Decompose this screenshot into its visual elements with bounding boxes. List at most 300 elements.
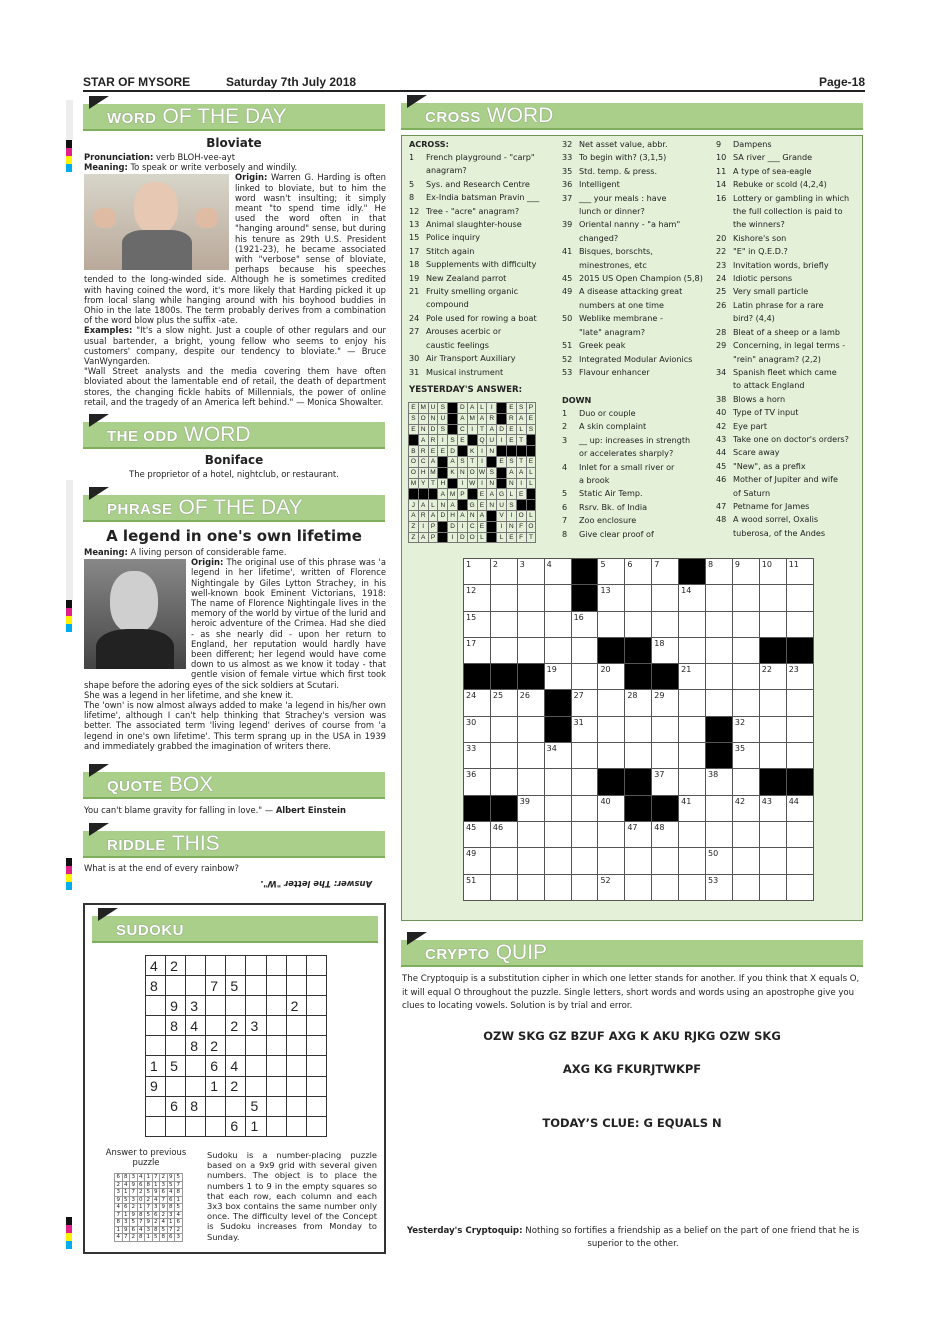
grid-cell: A bbox=[516, 413, 526, 424]
grid-cell: 7 bbox=[131, 1189, 135, 1196]
clue-item: 5 Sys. and Research Centre bbox=[409, 178, 530, 189]
grid-cell bbox=[186, 956, 206, 976]
grid-cell: 8 bbox=[706, 559, 733, 585]
grid-cell bbox=[490, 769, 517, 795]
grid-cell: 43 bbox=[759, 795, 786, 821]
grid-cell: E bbox=[477, 500, 487, 511]
grid-cell: 2 bbox=[166, 956, 186, 976]
grid-cell: L bbox=[497, 532, 507, 543]
grid-cell: E bbox=[506, 403, 516, 414]
grid-cell: 7 bbox=[169, 1226, 173, 1233]
grid-cell: P bbox=[457, 489, 467, 500]
grid-cell: T bbox=[516, 435, 526, 446]
grid-cell bbox=[226, 1096, 246, 1116]
grid-cell bbox=[418, 489, 428, 500]
grid-cell: Y bbox=[418, 478, 428, 489]
grid-cell: 5 bbox=[176, 1204, 180, 1211]
grid-cell: E bbox=[409, 424, 419, 435]
grid-cell: 41 bbox=[679, 795, 706, 821]
grid-cell: 8 bbox=[146, 976, 166, 996]
cmyk-mark bbox=[66, 140, 72, 172]
grid-cell bbox=[598, 821, 625, 847]
grid-cell: 1 bbox=[116, 1226, 120, 1233]
grid-cell: 8 bbox=[166, 1016, 186, 1036]
clue-item: 34 Spanish fleet which came bbox=[716, 366, 837, 377]
clue-item: 14 Rebuke or scold (4,2,4) bbox=[716, 179, 827, 190]
grid-cell: E bbox=[428, 446, 438, 457]
grid-cell: T bbox=[428, 478, 438, 489]
clue-item: 17 Stitch again bbox=[409, 245, 475, 256]
clue-item: 33 To begin with? (3,1,5) bbox=[562, 152, 667, 163]
grid-cell bbox=[166, 1076, 186, 1096]
grid-cell: G bbox=[467, 500, 477, 511]
grid-cell: 4 bbox=[154, 1196, 158, 1203]
grid-cell: 5 bbox=[598, 559, 625, 585]
grid-cell bbox=[679, 690, 706, 716]
grid-cell bbox=[428, 489, 438, 500]
grid-cell bbox=[409, 435, 419, 446]
grid-cell bbox=[448, 424, 458, 435]
clue-item: 30 Air Transport Auxiliary bbox=[409, 353, 516, 364]
grid-cell: Z bbox=[409, 521, 419, 532]
grid-cell: A bbox=[467, 403, 477, 414]
grid-cell bbox=[786, 848, 813, 874]
grid-cell: 10 bbox=[759, 559, 786, 585]
grid-cell: 1 bbox=[124, 1211, 128, 1218]
grid-cell: L bbox=[477, 403, 487, 414]
grid-cell: L bbox=[526, 510, 536, 521]
grid-cell bbox=[625, 848, 652, 874]
grid-cell: 45 bbox=[464, 821, 491, 847]
grid-cell bbox=[266, 1056, 286, 1076]
grid-cell: E bbox=[516, 489, 526, 500]
yesterday-label: YESTERDAY'S ANSWER: bbox=[409, 385, 523, 395]
clue-item: 13 Animal slaughter-house bbox=[409, 219, 522, 230]
grid-cell bbox=[706, 585, 733, 611]
grid-cell: D bbox=[497, 424, 507, 435]
grid-cell bbox=[490, 664, 517, 690]
grid-cell bbox=[759, 690, 786, 716]
grid-cell bbox=[732, 664, 759, 690]
grid-cell: I bbox=[516, 478, 526, 489]
grid-cell bbox=[306, 956, 326, 976]
grid-cell bbox=[490, 848, 517, 874]
grid-cell: 8 bbox=[161, 1234, 165, 1241]
clue-item: minestrones, etc bbox=[579, 259, 647, 270]
grid-cell bbox=[448, 413, 458, 424]
phrase-body: Meaning: A living person of considerable fame. Origin: The original use of this phrase was 'a legend in her lifetime', written of Florence Nightingale by Giles Lytton Strachey, in his well-known book Eminent Victorians, 1918: The name of Florence Nightingale lives in the memory of the world by virtue of the lurid and heroic adventure of the Crimea. Had she died - as she nearly did - upon her return to England, her reputation would hardly have been different; her legend would have come down to us almost as we know it today - that gentle vision of female virtue which first took shape before the adoring eyes of the sick soldiers at Scutari. She was a legend in her lifetime, and she knew it. The 'own' is now almost always added to make 'a legend in his/her own lifetime', although I can't help thinking that Strachey's version was better. The associated term 'living legend' derives of course from 'a legend in one's own lifetime'. This term sprang up in the USA in 1939 and immediately grabbed the imagination of writers there. bbox=[84, 547, 386, 751]
grid-cell: T bbox=[467, 456, 477, 467]
grid-cell bbox=[146, 1116, 166, 1136]
grid-cell bbox=[625, 637, 652, 663]
grid-cell bbox=[266, 1016, 286, 1036]
grid-cell: E bbox=[506, 435, 516, 446]
grid-cell: Q bbox=[477, 435, 487, 446]
grid-cell: Z bbox=[409, 532, 419, 543]
grid-cell: I bbox=[457, 478, 467, 489]
grid-cell bbox=[490, 716, 517, 742]
grid-cell bbox=[571, 559, 598, 585]
grid-cell: 15 bbox=[464, 611, 491, 637]
clue-item: 22 "E" in Q.E.D.? bbox=[716, 246, 788, 257]
grid-cell bbox=[517, 611, 544, 637]
grid-cell: 31 bbox=[571, 716, 598, 742]
grid-cell: 8 bbox=[169, 1204, 173, 1211]
grid-cell: 28 bbox=[625, 690, 652, 716]
clue-item: the full collection is paid to bbox=[733, 206, 843, 217]
grid-cell: 5 bbox=[176, 1174, 180, 1181]
cmyk-mark bbox=[66, 1217, 72, 1249]
riddle-band: RIDDLE THIS bbox=[83, 831, 385, 858]
grid-cell: 7 bbox=[154, 1174, 158, 1181]
masthead bbox=[83, 74, 865, 92]
grid-cell: 5 bbox=[124, 1196, 128, 1203]
grid-cell bbox=[266, 976, 286, 996]
grid-cell: 2 bbox=[286, 996, 306, 1016]
grid-cell: N bbox=[506, 478, 516, 489]
grid-cell bbox=[516, 500, 526, 511]
grid-cell bbox=[544, 821, 571, 847]
grid-cell: V bbox=[497, 510, 507, 521]
grid-cell: A bbox=[477, 510, 487, 521]
grid-cell: U bbox=[497, 500, 507, 511]
grid-cell bbox=[497, 413, 507, 424]
grid-cell bbox=[571, 743, 598, 769]
grid-cell: 23 bbox=[786, 664, 813, 690]
clue-item: "late" anagram? bbox=[579, 326, 646, 337]
down-clues-col3 bbox=[716, 138, 849, 540]
cryptoquip-line1: OZW SKG GZ BZUF AXG K AKU RJKG OZW SKG bbox=[483, 1029, 781, 1043]
grid-cell bbox=[679, 848, 706, 874]
grid-cell bbox=[598, 743, 625, 769]
clue-item: 21 Fruity smelling organic bbox=[409, 286, 519, 297]
grid-cell bbox=[286, 956, 306, 976]
grid-cell bbox=[598, 769, 625, 795]
grid-cell: N bbox=[457, 467, 467, 478]
grid-cell bbox=[306, 1076, 326, 1096]
clue-item: 43 Take one on doctor's orders? bbox=[716, 433, 849, 444]
grid-cell bbox=[544, 585, 571, 611]
grid-cell bbox=[759, 716, 786, 742]
grid-cell: C bbox=[457, 424, 467, 435]
clue-item: 50 Weblike membrane - bbox=[562, 313, 663, 324]
grid-cell: 8 bbox=[176, 1189, 180, 1196]
grid-cell: I bbox=[477, 478, 487, 489]
clue-item: bird? (4,4) bbox=[733, 313, 775, 324]
grid-cell: 6 bbox=[176, 1219, 180, 1226]
grid-cell bbox=[598, 637, 625, 663]
grid-cell bbox=[246, 1056, 266, 1076]
grid-cell: 7 bbox=[124, 1234, 128, 1241]
grid-cell: R bbox=[506, 413, 516, 424]
grid-cell: 2 bbox=[154, 1219, 158, 1226]
clue-item: 44 Scare away bbox=[716, 447, 780, 458]
grid-cell: 8 bbox=[154, 1226, 158, 1233]
grid-cell: G bbox=[497, 489, 507, 500]
grid-cell bbox=[732, 637, 759, 663]
grid-cell: 7 bbox=[652, 559, 679, 585]
grid-cell bbox=[571, 874, 598, 900]
sudoku-previous-answer bbox=[114, 1173, 183, 1242]
clue-item: 4 Inlet for a small river or bbox=[562, 461, 675, 472]
grid-cell: 3 bbox=[124, 1219, 128, 1226]
grid-cell: F bbox=[516, 521, 526, 532]
grid-cell bbox=[732, 769, 759, 795]
clue-item: 45 2015 US Open Champion (5,8) bbox=[562, 273, 703, 284]
cryptoquip-yesterday: Yesterday's Cryptoquip: Nothing so fortifies a friendship as a belief on the part of one friend that he is superior to the other. bbox=[406, 1226, 860, 1249]
clue-item: 23 Invitation words, briefly bbox=[716, 259, 829, 270]
grid-cell: T bbox=[516, 456, 526, 467]
grid-cell: 4 bbox=[139, 1226, 143, 1233]
grid-cell: A bbox=[418, 435, 428, 446]
grid-cell bbox=[457, 500, 467, 511]
grid-cell: E bbox=[506, 424, 516, 435]
grid-cell: S bbox=[487, 467, 497, 478]
clue-item: 16 Lottery or gambling in which bbox=[716, 192, 850, 203]
grid-cell: 8 bbox=[186, 1036, 206, 1056]
grid-cell: 6 bbox=[131, 1226, 135, 1233]
grid-cell: 9 bbox=[124, 1226, 128, 1233]
grid-cell: 9 bbox=[131, 1211, 135, 1218]
grid-cell bbox=[679, 611, 706, 637]
grid-cell: 2 bbox=[226, 1016, 246, 1036]
grid-cell bbox=[206, 1096, 226, 1116]
grid-cell: A bbox=[428, 456, 438, 467]
clue-item: tuberosa, of the Andes bbox=[733, 527, 826, 538]
grid-cell: N bbox=[487, 500, 497, 511]
grid-cell: E bbox=[409, 403, 419, 414]
grid-cell bbox=[571, 769, 598, 795]
grid-cell: 40 bbox=[598, 795, 625, 821]
grid-cell: N bbox=[438, 500, 448, 511]
sudoku-grid bbox=[145, 955, 327, 1137]
grid-cell: 5 bbox=[166, 1056, 186, 1076]
grid-cell: 8 bbox=[139, 1211, 143, 1218]
grid-cell: 6 bbox=[116, 1174, 120, 1181]
grid-cell: 9 bbox=[131, 1181, 135, 1188]
grid-cell bbox=[759, 874, 786, 900]
grid-cell bbox=[786, 769, 813, 795]
grid-cell: 3 bbox=[176, 1234, 180, 1241]
grid-cell bbox=[266, 1096, 286, 1116]
grid-cell: 4 bbox=[139, 1174, 143, 1181]
grid-cell bbox=[517, 769, 544, 795]
grid-cell: 6 bbox=[154, 1211, 158, 1218]
grid-cell bbox=[544, 795, 571, 821]
grid-cell: H bbox=[438, 478, 448, 489]
grid-cell: 34 bbox=[544, 743, 571, 769]
grid-cell bbox=[186, 1076, 206, 1096]
grid-cell: D bbox=[448, 446, 458, 457]
grid-cell bbox=[206, 1016, 226, 1036]
grid-cell: 18 bbox=[652, 637, 679, 663]
grid-cell bbox=[266, 1116, 286, 1136]
grid-cell bbox=[438, 467, 448, 478]
grid-cell: 8 bbox=[116, 1219, 120, 1226]
grid-cell bbox=[526, 500, 536, 511]
grid-cell: S bbox=[448, 435, 458, 446]
clue-item: 27 Arouses acerbic or bbox=[409, 326, 502, 337]
grid-cell bbox=[246, 956, 266, 976]
grid-cell: S bbox=[526, 424, 536, 435]
grid-cell bbox=[625, 716, 652, 742]
clue-item: 37 ___ your meals : have bbox=[562, 192, 667, 203]
grid-cell bbox=[571, 795, 598, 821]
grid-cell: 7 bbox=[161, 1196, 165, 1203]
grid-cell bbox=[571, 585, 598, 611]
grid-cell: 2 bbox=[116, 1181, 120, 1188]
grid-cell: M bbox=[467, 413, 477, 424]
riddle-answer: Answer: The letter "W". bbox=[260, 879, 372, 889]
grid-cell: T bbox=[526, 532, 536, 543]
odd-word-def: The proprietor of a hotel, nightclub, or restaurant. bbox=[129, 469, 339, 479]
grid-cell: 9 bbox=[146, 1076, 166, 1096]
grid-cell: N bbox=[506, 521, 516, 532]
grid-cell: D bbox=[457, 532, 467, 543]
grid-cell: 44 bbox=[786, 795, 813, 821]
grid-cell: U bbox=[487, 435, 497, 446]
grid-cell: 20 bbox=[598, 664, 625, 690]
clue-item: 52 Integrated Modular Avionics bbox=[562, 353, 693, 364]
grid-cell: D bbox=[428, 424, 438, 435]
evil-character-photo bbox=[84, 174, 229, 270]
grid-cell bbox=[448, 478, 458, 489]
clue-item: 12 Tree - "acre" anagram? bbox=[409, 205, 520, 216]
grid-cell bbox=[166, 1036, 186, 1056]
grid-cell: 1 bbox=[169, 1219, 173, 1226]
grid-cell bbox=[759, 769, 786, 795]
grid-cell: O bbox=[409, 467, 419, 478]
grid-cell: 2 bbox=[139, 1189, 143, 1196]
grid-cell: 5 bbox=[131, 1219, 135, 1226]
clue-item: numbers at one time bbox=[579, 299, 665, 310]
grid-cell bbox=[598, 611, 625, 637]
grid-cell: A bbox=[418, 500, 428, 511]
grid-cell: A bbox=[506, 467, 516, 478]
quote-text: You can't blame gravity for falling in love." — Albert Einstein bbox=[84, 805, 346, 815]
grid-cell bbox=[652, 664, 679, 690]
grid-cell bbox=[306, 1056, 326, 1076]
grid-cell: I bbox=[506, 510, 516, 521]
grid-cell: 30 bbox=[464, 716, 491, 742]
clue-item: 46 Mother of Jupiter and wife bbox=[716, 474, 838, 485]
grid-cell bbox=[759, 585, 786, 611]
grid-cell bbox=[286, 1116, 306, 1136]
grid-cell: L bbox=[428, 500, 438, 511]
grid-cell: 4 bbox=[544, 559, 571, 585]
grid-cell: 2 bbox=[176, 1226, 180, 1233]
grid-cell bbox=[679, 874, 706, 900]
grid-cell: A bbox=[428, 510, 438, 521]
grid-cell bbox=[490, 637, 517, 663]
grid-cell: 6 bbox=[169, 1234, 173, 1241]
grid-cell: 13 bbox=[598, 585, 625, 611]
grid-cell bbox=[487, 521, 497, 532]
grid-cell bbox=[306, 1096, 326, 1116]
clue-item: 25 Very small particle bbox=[716, 286, 809, 297]
clue-item: 3 __ up: increases in strength bbox=[562, 434, 691, 445]
grid-cell: I bbox=[457, 521, 467, 532]
clue-item: 24 Pole used for rowing a boat bbox=[409, 312, 537, 323]
sudoku-band: SUDOKU bbox=[92, 916, 378, 943]
grid-cell: E bbox=[438, 446, 448, 457]
grid-cell: 36 bbox=[464, 769, 491, 795]
grid-cell: A bbox=[448, 500, 458, 511]
odd-word-title: Boniface bbox=[204, 453, 264, 467]
grid-cell bbox=[625, 743, 652, 769]
grid-cell: 22 bbox=[759, 664, 786, 690]
grid-cell: 7 bbox=[176, 1181, 180, 1188]
grid-cell: J bbox=[409, 500, 419, 511]
word-of-day-band: WORD OF THE DAY bbox=[83, 104, 385, 131]
phrase-band: PHRASE OF THE DAY bbox=[83, 495, 385, 522]
grid-cell: R bbox=[418, 510, 428, 521]
grid-cell: A bbox=[487, 489, 497, 500]
grid-cell bbox=[246, 1036, 266, 1056]
grid-cell bbox=[448, 403, 458, 414]
clue-item: 39 Oriental nanny - "a ham" bbox=[562, 219, 681, 230]
grid-cell bbox=[679, 743, 706, 769]
clue-item: 20 Kishore's son bbox=[716, 232, 787, 243]
grid-cell: I bbox=[487, 403, 497, 414]
quote-band: QUOTE BOX bbox=[83, 772, 385, 799]
grid-cell: A bbox=[409, 510, 419, 521]
grid-cell: 27 bbox=[571, 690, 598, 716]
grid-cell: O bbox=[467, 532, 477, 543]
grid-cell: F bbox=[516, 532, 526, 543]
clue-item: 8 Ex-India batsman Pravin ___ bbox=[409, 192, 540, 203]
clue-item: 42 Eye part bbox=[716, 420, 768, 431]
grid-cell bbox=[186, 976, 206, 996]
grid-cell: B bbox=[409, 446, 419, 457]
florence-nightingale-photo bbox=[84, 559, 186, 669]
grid-cell: N bbox=[487, 478, 497, 489]
grid-cell: 4 bbox=[186, 1016, 206, 1036]
grid-cell bbox=[679, 559, 706, 585]
grid-cell: A bbox=[448, 456, 458, 467]
grid-cell bbox=[490, 585, 517, 611]
grid-cell: 53 bbox=[706, 874, 733, 900]
grid-cell: W bbox=[478, 469, 486, 477]
grid-cell: U bbox=[438, 413, 448, 424]
clue-item: caustic feelings bbox=[426, 339, 489, 350]
grid-cell: 1 bbox=[139, 1204, 143, 1211]
grid-cell bbox=[544, 874, 571, 900]
grid-cell: 33 bbox=[464, 743, 491, 769]
grid-cell bbox=[467, 435, 477, 446]
grid-cell: 39 bbox=[517, 795, 544, 821]
grid-cell bbox=[146, 1016, 166, 1036]
clue-item: 1 French playground - "carp" bbox=[409, 152, 535, 162]
grid-cell: 17 bbox=[464, 637, 491, 663]
grid-cell: 52 bbox=[598, 874, 625, 900]
grid-cell bbox=[732, 585, 759, 611]
grid-cell bbox=[286, 1016, 306, 1036]
grid-cell bbox=[706, 743, 733, 769]
grid-cell: 25 bbox=[490, 690, 517, 716]
grid-cell: 5 bbox=[169, 1181, 173, 1188]
grid-cell: A bbox=[457, 413, 467, 424]
across-clues-col1 bbox=[409, 151, 539, 379]
grid-cell: P bbox=[526, 403, 536, 414]
grid-cell bbox=[306, 1016, 326, 1036]
grid-cell: 1 bbox=[246, 1116, 266, 1136]
grid-cell bbox=[571, 848, 598, 874]
grid-cell: N bbox=[418, 424, 428, 435]
grid-cell bbox=[490, 874, 517, 900]
grid-cell bbox=[706, 664, 733, 690]
clue-item: 8 Give clear proof of bbox=[562, 528, 654, 539]
